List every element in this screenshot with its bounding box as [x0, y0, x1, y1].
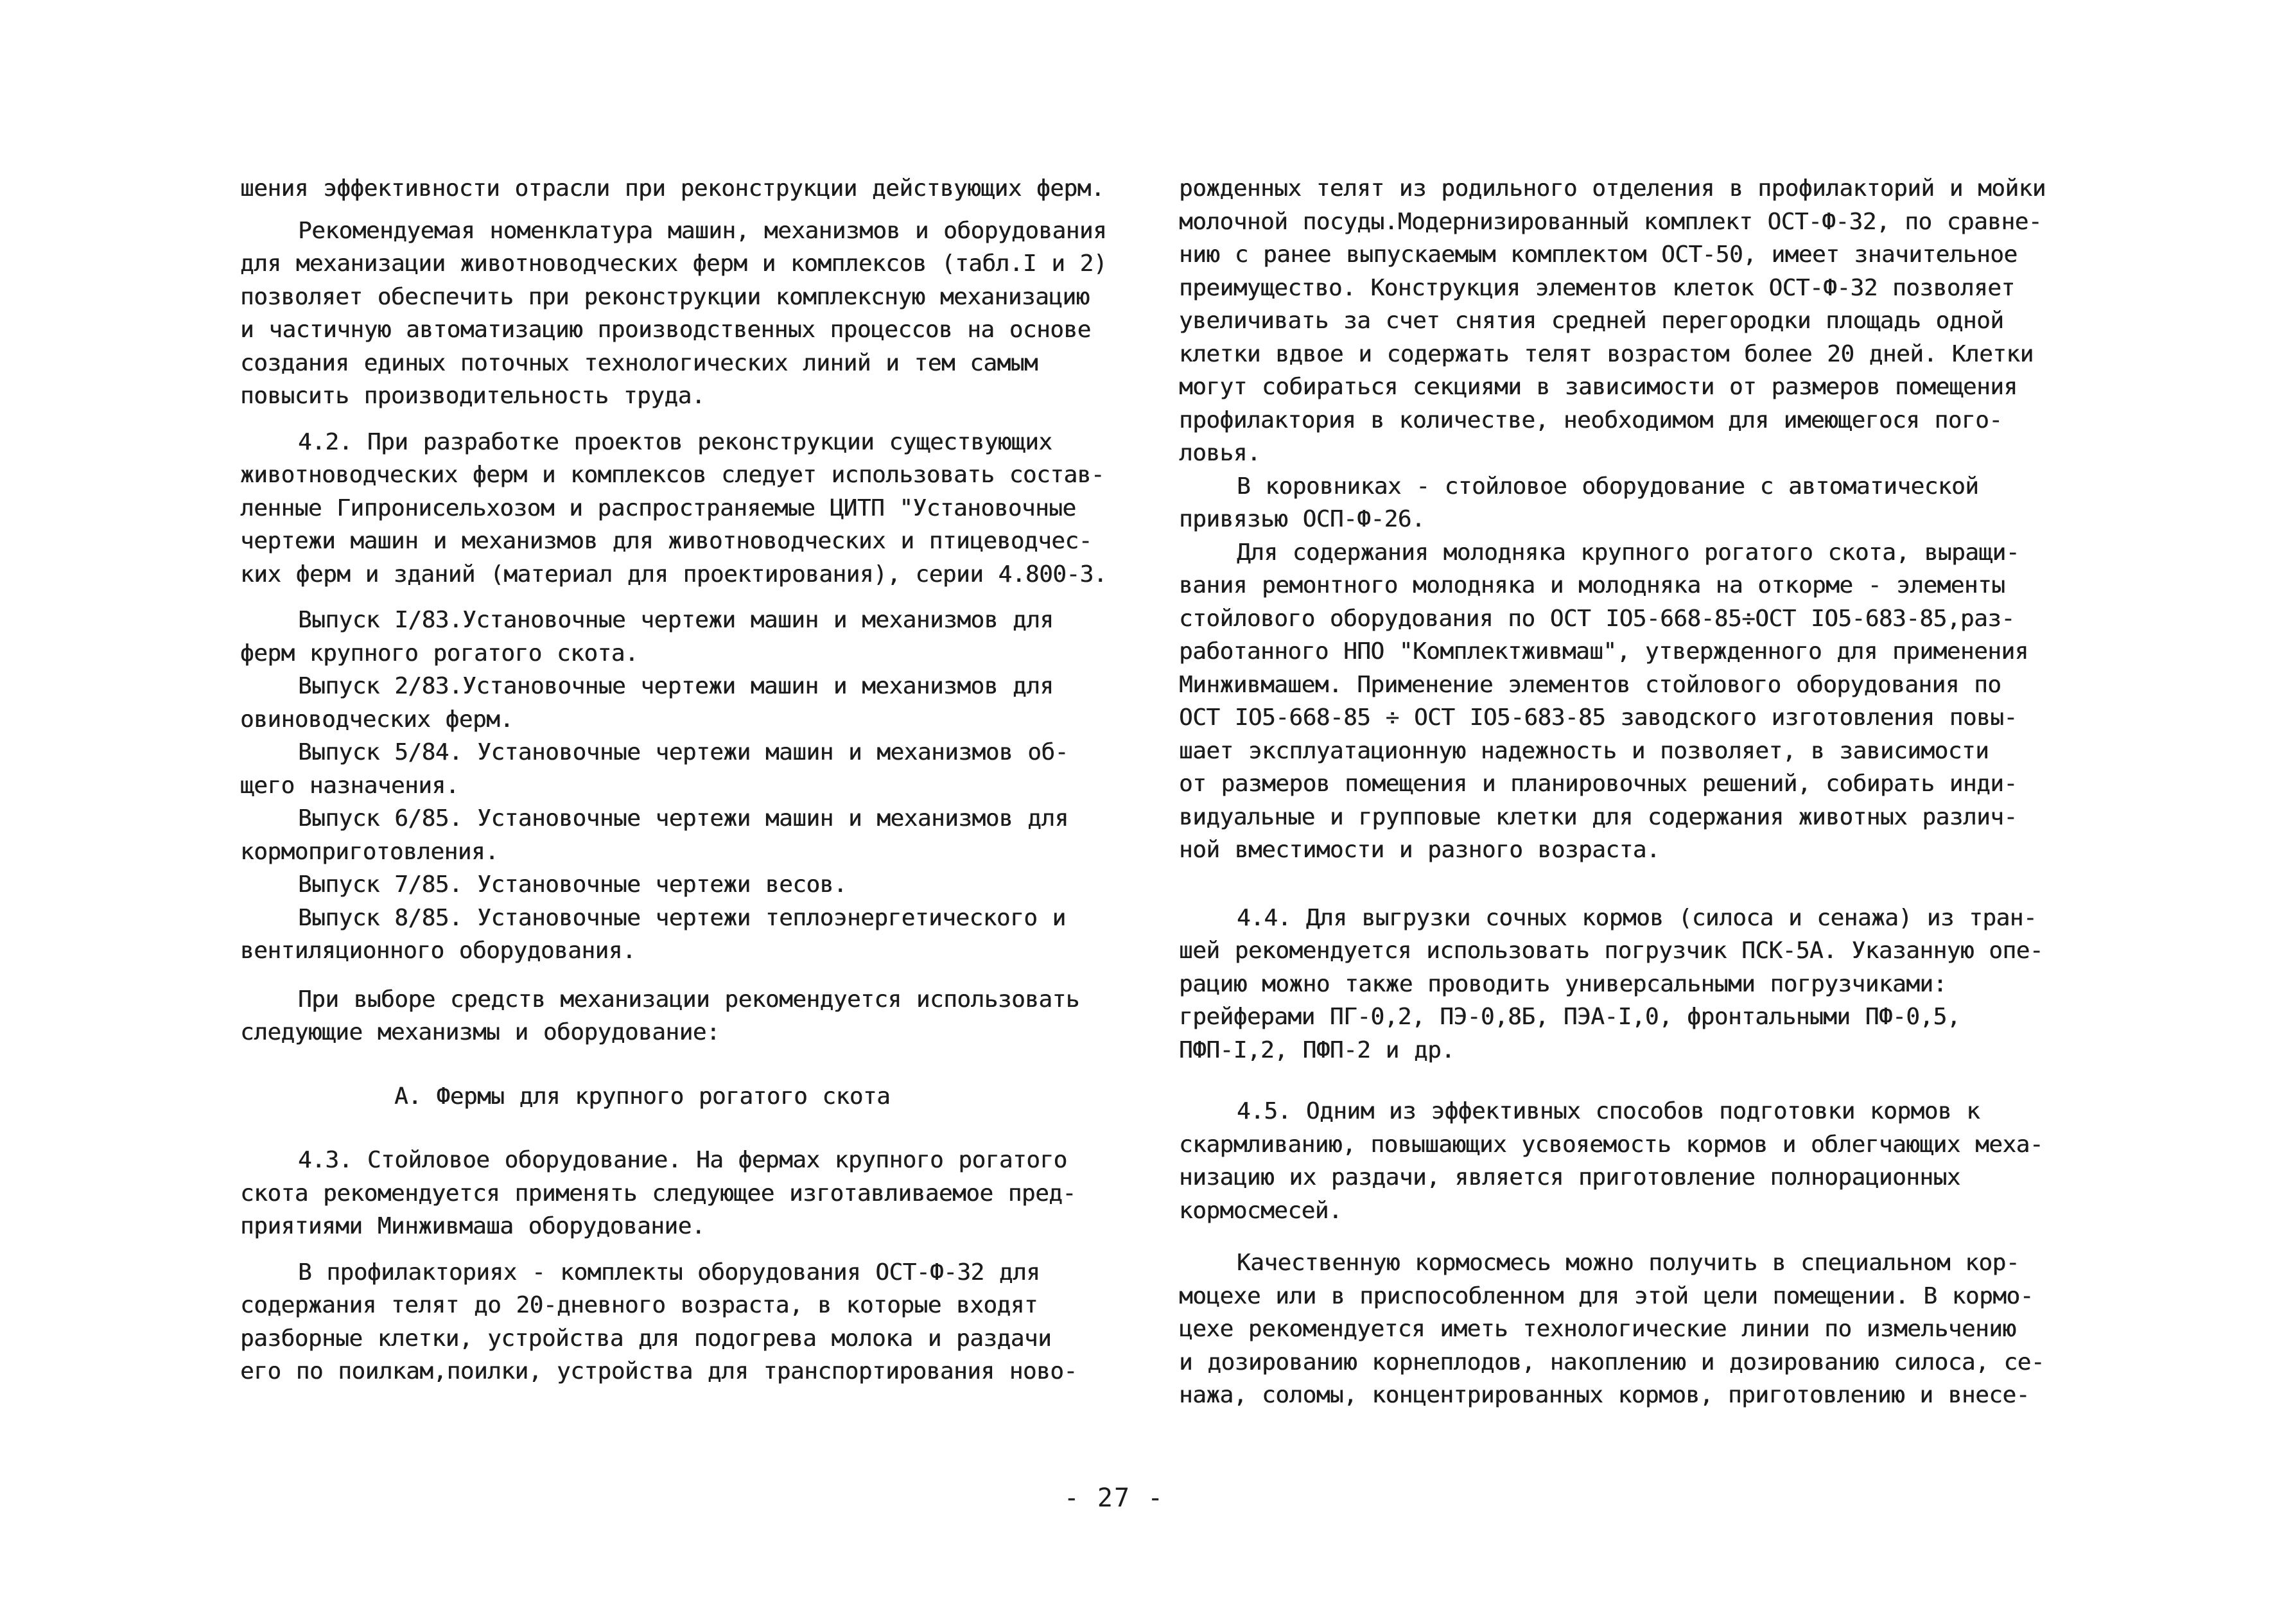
text-line: могут собираться секциями в зависимости от размеров помещения: [1179, 374, 2018, 400]
text-line: преимущество. Конструкция элементов клеток ОСТ-Ф-32 позволяет: [1179, 274, 2015, 301]
text-line: вания ремонтного молодняка и молодняка на откорме - элементы: [1179, 572, 2005, 598]
paragraph: [240, 835, 1075, 869]
text-line: шает эксплуатационную надежность и позволяет, в зависимости: [1179, 737, 1989, 764]
text-line: ной вместимости и разного возраста.: [1179, 837, 1660, 863]
text-line: 4.2. При разработке проектов реконструкции существующих: [298, 428, 1052, 455]
text-line: Выпуск 2/83.Установочные чертежи машин и механизмов для: [298, 673, 1054, 699]
paragraph: [240, 1144, 1075, 1177]
text-line: Выпуск 5/84. Установочные чертежи машин и механизмов об-: [298, 739, 1068, 765]
paragraph: [240, 902, 1075, 935]
text-line: В коровниках - стойловое оборудование с автоматической: [1237, 473, 1979, 500]
text-line: приятиями Минживмаша оборудование.: [240, 1213, 705, 1239]
text-line: ОСТ IO5-668-85 ÷ ОСТ IO5-683-85 заводского изготовления повы-: [1179, 704, 2018, 731]
paragraph: [1179, 503, 2039, 536]
paragraph: [1179, 569, 2039, 867]
paragraph: [1179, 172, 2046, 470]
text-line: животноводческих ферм и комплексов следует использовать состав-: [240, 462, 1104, 488]
text-line: ленные Гипронисельхозом и распространяемые ЦИТП "Установочные: [240, 494, 1076, 521]
text-line: кормоприготовления.: [240, 838, 499, 865]
paragraph: [240, 458, 1107, 591]
text-line: и частичную автоматизацию производственных процессов на основе: [240, 317, 1091, 343]
text-line: от размеров помещения и планировочных решений, собирать инди-: [1179, 771, 2018, 797]
text-line: цехе рекомендуется иметь технологические линии по измельчению: [1179, 1316, 2016, 1342]
text-line: молочной посуды.Модернизированный комплект ОСТ-Ф-32, по сравне-: [1179, 208, 2042, 235]
paragraph: [1179, 536, 2039, 570]
paragraph: [1179, 1128, 2043, 1228]
paragraph: [240, 703, 1075, 737]
paragraph: [1179, 1095, 2039, 1128]
paragraph: [240, 1256, 1075, 1289]
text-line: рожденных телят из родильного отделения в профилакторий и мойки: [1179, 175, 2046, 202]
paragraph: [1179, 934, 2043, 1067]
text-line: Качественную кормосмесь можно получить в специальном кор-: [1237, 1250, 2019, 1276]
text-line: ловья.: [1179, 440, 1261, 466]
paragraph: [240, 1016, 1075, 1049]
paragraph: [240, 802, 1075, 835]
text-line: видуальные и групповые клетки для содержания животных различ-: [1179, 803, 2018, 830]
paragraph: [240, 172, 1104, 205]
text-line: повысить производительность труда.: [240, 383, 705, 409]
text-line: 4.3. Стойловое оборудование. На фермах крупного рогатого: [298, 1147, 1067, 1173]
text-line: Для содержания молодняка крупного рогатого скота, выращи-: [1237, 539, 2019, 566]
text-line: 4.4. Для выгрузки сочных кормов (силоса и сенажа) из тран-: [1237, 904, 2037, 931]
left-column: [240, 172, 1107, 1388]
text-line: разборные клетки, устройства для подогрева молока и раздачи: [240, 1325, 1052, 1352]
paragraph: [240, 983, 1079, 1017]
text-line: скармливанию, повышающих усвояемость кормов и облегчающих меха-: [1179, 1131, 2043, 1158]
text-line: создания единых поточных технологических линий и тем самым: [240, 349, 1038, 376]
text-line: шей рекомендуется использовать погрузчик ПСК-5А. Указанную опе-: [1179, 938, 2043, 964]
text-line: его по поилкам,поилки, устройства для транспортирования ново-: [240, 1358, 1077, 1384]
text-line: Выпуск 7/85. Установочные чертежи весов.: [298, 871, 847, 898]
text-line: А. Фермы для крупного рогатого скота: [394, 1083, 891, 1110]
paragraph: [240, 1177, 1075, 1243]
text-line: нию с ранее выпускаемым комплектом ОСТ-50, имеет значительное: [1179, 241, 2018, 268]
paragraph: [240, 1289, 1075, 1388]
page-number: - 27 -: [1063, 1483, 1165, 1513]
text-line: и дозированию корнеплодов, накоплению и дозированию силоса, се-: [1179, 1349, 2044, 1375]
text-line: ПФП-I,2, ПФП-2 и др.: [1179, 1036, 1455, 1063]
text-line: ферм крупного рогатого скота.: [240, 640, 639, 667]
text-line: шения эффективности отрасли при реконструкции действующих ферм.: [240, 175, 1104, 202]
paragraph: [240, 426, 1075, 459]
text-line: следующие механизмы и оборудование:: [240, 1019, 720, 1045]
text-line: позволяет обеспечить при реконструкции комплексную механизацию: [240, 283, 1090, 310]
paragraph: [240, 670, 1075, 703]
text-line: кормосмесей.: [1179, 1197, 1343, 1224]
text-line: Выпуск 8/85. Установочные чертежи теплоэнергетического и: [298, 904, 1066, 931]
text-line: щего назначения.: [240, 772, 459, 799]
paragraph: [1179, 1246, 2039, 1280]
text-line: стойлового оборудования по ОСТ IO5-668-85÷ОСТ IO5-683-85,раз-: [1179, 605, 2015, 632]
text-line: низацию их раздачи, является приготовление полнорационных: [1179, 1164, 1960, 1191]
paragraph: [240, 214, 1107, 248]
text-line: нажа, соломы, концентрированных кормов, приготовлению и внесе-: [1179, 1382, 2030, 1408]
text-line: Рекомендуемая номенклатура машин, механизмов и оборудования: [298, 217, 1107, 244]
text-line: вентиляционного оборудования.: [240, 938, 636, 964]
text-line: Выпуск I/83.Установочные чертежи машин и механизмов для: [298, 607, 1054, 633]
text-line: При выборе средств механизации рекомендуется использовать: [298, 986, 1079, 1013]
text-line: привязью ОСП-Ф-26.: [1179, 506, 1425, 532]
text-line: Выпуск 6/85. Установочные чертежи машин и механизмов для: [298, 805, 1068, 832]
text-line: грейферами ПГ-0,2, ПЭ-0,8Б, ПЭА-I,0, фронтальными ПФ-0,5,: [1179, 1004, 1960, 1030]
text-line: клетки вдвое и содержать телят возрастом более 20 дней. Клетки: [1179, 340, 2034, 367]
text-line: Минживмашем. Применение элементов стойлового оборудования по: [1179, 671, 2001, 698]
text-line: для механизации животноводческих ферм и комплексов (табл.I и 2): [240, 250, 1107, 277]
paragraph: [240, 604, 1075, 637]
text-line: ких ферм и зданий (материал для проектирования), серии 4.800-3.: [240, 561, 1107, 588]
paragraph: [1179, 902, 2039, 935]
text-line: профилактория в количестве, необходимом для имеющегося пого-: [1179, 406, 2003, 433]
right-column: [1179, 172, 2046, 1412]
text-line: скота рекомендуется применять следующее изготавливаемое пред-: [240, 1180, 1076, 1207]
paragraph: [1179, 1280, 2044, 1412]
text-line: работанного НПО "Комплектживмаш", утвержденного для применения: [1179, 638, 2028, 665]
text-line: увеличивать за счет снятия средней перегородки площадь одной: [1179, 308, 2004, 334]
paragraph: [240, 769, 1075, 803]
paragraph: [240, 736, 1075, 769]
text-line: содержания телят до 20-дневного возраста, в которые входят: [240, 1292, 1038, 1318]
text-line: 4.5. Одним из эффективных способов подготовки кормов к: [1237, 1098, 1980, 1124]
paragraph: [240, 868, 1075, 902]
text-line: овиноводческих ферм.: [240, 706, 514, 733]
paragraph: [1179, 470, 2039, 503]
text-line: чертежи машин и механизмов для животноводческих и птицеводчес-: [240, 528, 1092, 554]
text-line: рацию можно также проводить универсальными погрузчиками:: [1179, 970, 1947, 997]
paragraph: [240, 637, 1075, 670]
paragraph: [240, 934, 1075, 968]
text-line: моцехе или в приспособленном для этой цели помещении. В кормо-: [1179, 1282, 2034, 1309]
text-line: В профилакториях - комплекты оборудования ОСТ-Ф-32 для: [298, 1259, 1040, 1286]
paragraph: [240, 1080, 1075, 1113]
paragraph: [240, 247, 1107, 413]
